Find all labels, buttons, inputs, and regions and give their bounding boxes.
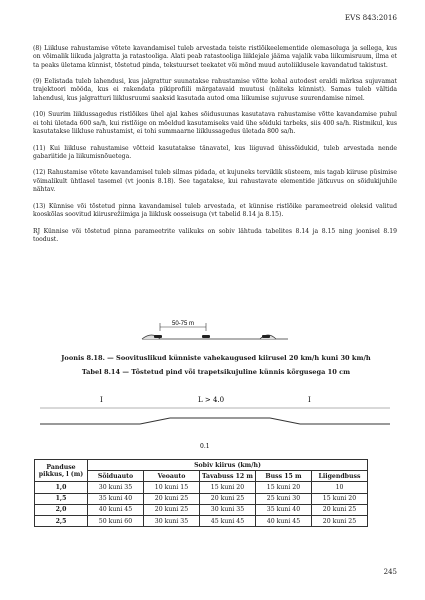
subheader: Sõiduauto [88, 471, 144, 482]
body-text [33, 45, 397, 252]
paragraph: (12) Rahustamise võtete kavandamisel tuleb silmas pidada, et kujuneks terviklik süsteem, mis tagab kiiruse püsimise võimalikult ühtlasel tasemel (vt joonis 8.18). See tagatakse, kui rahustavate elementide jätkuvus on sõidukijuhile nähtav. [33, 169, 397, 194]
subheader: Buss 15 m [256, 471, 312, 482]
standard-code: EVS 843:2016 [344, 13, 397, 22]
distance-label: 50-75 m [172, 321, 195, 327]
paragraph: (13) Künnise või tõstetud pinna kavandamisel tuleb arvestada, et künnise ristlõike parameetreid oleksid valitud kooskõlas soovitud kiirusrežiimiga ja liiklusk oosseisuga (vt tabelid 8.14 ja 8.15). [33, 202, 397, 218]
slope-length-right: I [308, 396, 311, 404]
hump-spacing-figure [140, 301, 290, 351]
table-row: 2,0 40 kuni 45 20 kuni 25 30 kuni 35 35 kuni 40 20 kuni 25 [35, 504, 368, 515]
paragraph: RJ Künnise või tõstetud pinna parameetrite valikuks on sobiv lähtuda tabelites 8.14 ja 8.15 ning joonisel 8.19 toodust. [33, 227, 397, 243]
plateau-length: L > 4.0 [198, 396, 225, 404]
slope-length-left: I [100, 396, 103, 404]
subheader: Veoauto [144, 471, 200, 482]
paragraph: (8) Liikluse rahustamise võtete kavandamisel tuleb arvestada teiste ristlõikeelementide olemasoluga ja sellega, kus on võimalik liikuda jalgratta ja ratastooliga. Alati peab ratastooliga liiklejale jääma vajalik vaba liikumisruum, ilma et ta peaks ületama künnist, tõstetud pinda, tekstuurset teekatet või mõnd muud autoliiklusele kavandatud takistust. [33, 45, 397, 69]
speed-table [34, 459, 368, 527]
group-header: Sobiv kiirus (km/h) [88, 460, 368, 471]
subheader: Tavabuss 12 m [200, 471, 256, 482]
table-row: 2,5 50 kuni 60 30 kuni 35 45 kuni 45 40 kuni 45 20 kuni 25 [35, 515, 368, 526]
col1-header: Panduse pikkus, l (m) [35, 460, 88, 482]
table-row: 1,0 30 kuni 35 10 kuni 15 15 kuni 20 15 kuni 20 10 [35, 482, 368, 493]
table-row: 1,5 35 kuni 40 20 kuni 25 20 kuni 25 25 kuni 30 15 kuni 20 [35, 493, 368, 504]
hump-profile-diagram [40, 378, 390, 453]
table-caption: Tabel 8.14 — Tõstetud pind või trapetsikujuline künnis kõrgusega 10 cm [81, 368, 351, 376]
paragraph: (9) Eelistada tuleb lahendusi, kus jalgrattur suunatakse rahustamise võtte kohal autodest eraldi märksa sujuvamat trajektoori mööda, kus ei rakendata pikiprofiili märgatavaid muutusi (näiteks künnist). Samas tuleb vältida lahendusi, kus jalgratturi liiklusruumi saaksid kasutada autod oma liikumise sujuvuse suurendamise nimel. [33, 78, 397, 102]
paragraph: (11) Kui liikluse rahustamise võtteid kasutatakse tänavatel, kus liiguvad ühissõidukid, tuleb arvestada nende gabariitide ja liikumisnõuetega. [33, 144, 397, 160]
paragraph: (10) Suurim liiklussagedus ristlõikes ühel ajal kahes sõidusuunas kasutatava rahustamise võtte kavandamise puhul ei tohi ületada 600 sa/h, kui ristlõige on mõeldud kasutamiseks vaid ühe sõiduki tarbeks, siis 400 sa/h. Ristmikul, kus kasutatakse liikluse rahustamist, ei tohi summaarne liiklussagedus ületada 800 sa/h. [33, 111, 397, 135]
figure-caption: Joonis 8.18. — Soovituslikud künniste vahekaugused kiirusel 20 km/h kuni 30 km/h [61, 354, 371, 362]
height-label: 0.1 [200, 443, 210, 450]
page-number: 245 [383, 568, 397, 576]
subheader: Liigendbuss [312, 471, 368, 482]
